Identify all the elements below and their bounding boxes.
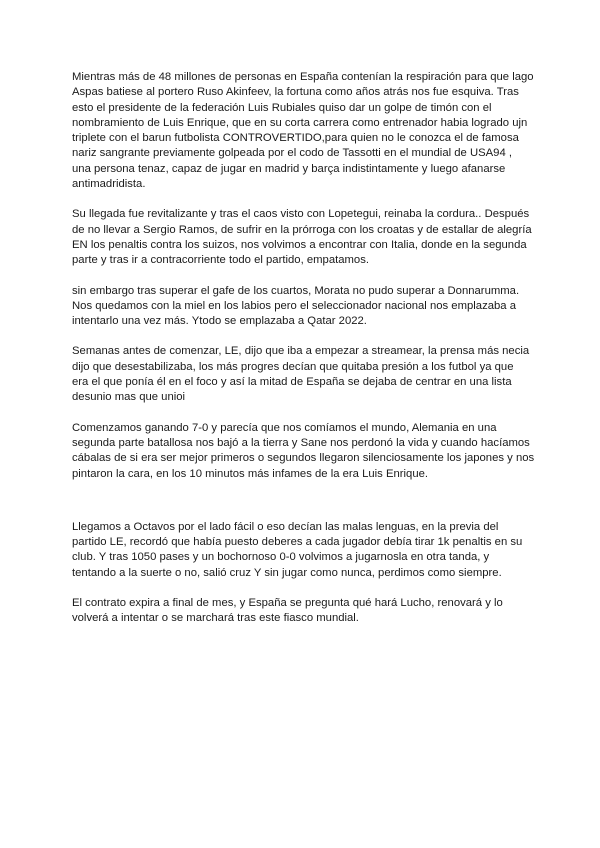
- text-line: Llegamos a Octavos por el lado fácil o eso decían las malas lenguas, en la previa del: [72, 520, 499, 533]
- text-line: pintaron la cara, en los 10 minutos más infames de la era Luis Enrique.: [72, 467, 429, 480]
- paragraph-5: [72, 421, 535, 482]
- text-line: nombramiento de Luis Enrique, que en su corta carrera como entrenador habia logrado ujn: [72, 116, 528, 129]
- text-line: Su llegada fue revitalizante y tras el caos visto con Lopetegui, reinaba la cordura.. Después: [72, 208, 530, 221]
- text-line: cábalas de si era ser mejor primeros o segundos llegaron silenciosamente los japones y nos: [72, 452, 535, 465]
- paragraph-4: [72, 344, 528, 405]
- text-line: tentando a la suerte o no, salió cruz Y sin jugar como nunca, perdimos como siempre.: [72, 566, 502, 579]
- text-line: Comenzamos ganando 7-0 y parecía que nos comíamos el mundo, Alemania en una: [72, 421, 497, 434]
- document-body: [72, 70, 535, 627]
- text-line: segunda parte batallosa nos bajó a la tierra y Sane nos perdonó la vida y cuando hacíamos: [72, 436, 530, 449]
- paragraph-7: [72, 596, 528, 627]
- text-line: sin embargo tras superar el gafe de los cuartos, Morata no pudo superar a Donnarumma.: [72, 284, 520, 297]
- paragraph-2: [72, 207, 532, 268]
- text-line: Semanas antes de comenzar, LE, dijo que iba a empezar a streamear, la prensa más necia: [72, 345, 530, 358]
- text-line: El contrato expira a final de mes, y España se pregunta qué hará Lucho, renovará y lo: [72, 597, 503, 610]
- text-line: partido LE, recordó que había puesto deberes a cada jugador debía tirar 1k penaltis en su: [72, 536, 523, 549]
- text-line: desunio mas que unioi: [72, 391, 186, 404]
- text-line: antimadridista.: [72, 178, 146, 191]
- text-line: era el que ponía él en el foco y así la mitad de España se dejaba de centrar en una lista: [72, 376, 512, 389]
- paragraph-3: [72, 284, 528, 330]
- text-line: intentarlo una vez más. Ytodo se emplazaba a Qatar 2022.: [72, 315, 367, 328]
- text-line: de no llevar a Sergio Ramos, de sufrir en la prórroga con los croatas y de estallar de alegría: [72, 223, 532, 236]
- text-line: una persona tenaz, capaz de jugar en madrid y barça indistintamente y luego afanarse: [72, 162, 506, 175]
- text-line: club. Y tras 1050 pases y un bochornoso 0-0 volvimos a jugarnosla en otra tanda, y: [72, 551, 490, 564]
- paragraph-6: [72, 520, 528, 581]
- text-line: EN los penaltis contra los suizos, nos volvimos a encontrar con Italia, donde en la segunda: [72, 238, 527, 251]
- paragraph-1: [72, 70, 534, 192]
- text-line: triplete con el barun futbolista CONTROVERTIDO,para quien no le conozca el de famosa: [72, 132, 519, 145]
- text-line: Nos quedamos con la miel en los labios pero el seleccionador nacional nos emplazaba a: [72, 299, 516, 312]
- text-line: esto el presidente de la federación Luis Rubiales quiso dar un golpe de timón con el: [72, 101, 492, 114]
- text-line: volverá a intentar o se marchará tras este fiasco mundial.: [72, 612, 359, 625]
- text-line: nariz sangrante previamente golpeada por el codo de Tassotti en el mundial de USA94 ,: [72, 147, 513, 160]
- text-line: Mientras más de 48 millones de personas en España contenían la respiración para que lago: [72, 71, 534, 83]
- text-line: Aspas batiese al portero Ruso Akinfeev, la fortuna como años atrás nos fue esquiva. Tras: [72, 86, 519, 99]
- text-line: dijo que desestabilizaba, los más progres decían que quitaba presión a los futbol ya que: [72, 360, 514, 373]
- text-line: parte y tras ir a contracorriente todo el partido, empatamos.: [72, 254, 370, 267]
